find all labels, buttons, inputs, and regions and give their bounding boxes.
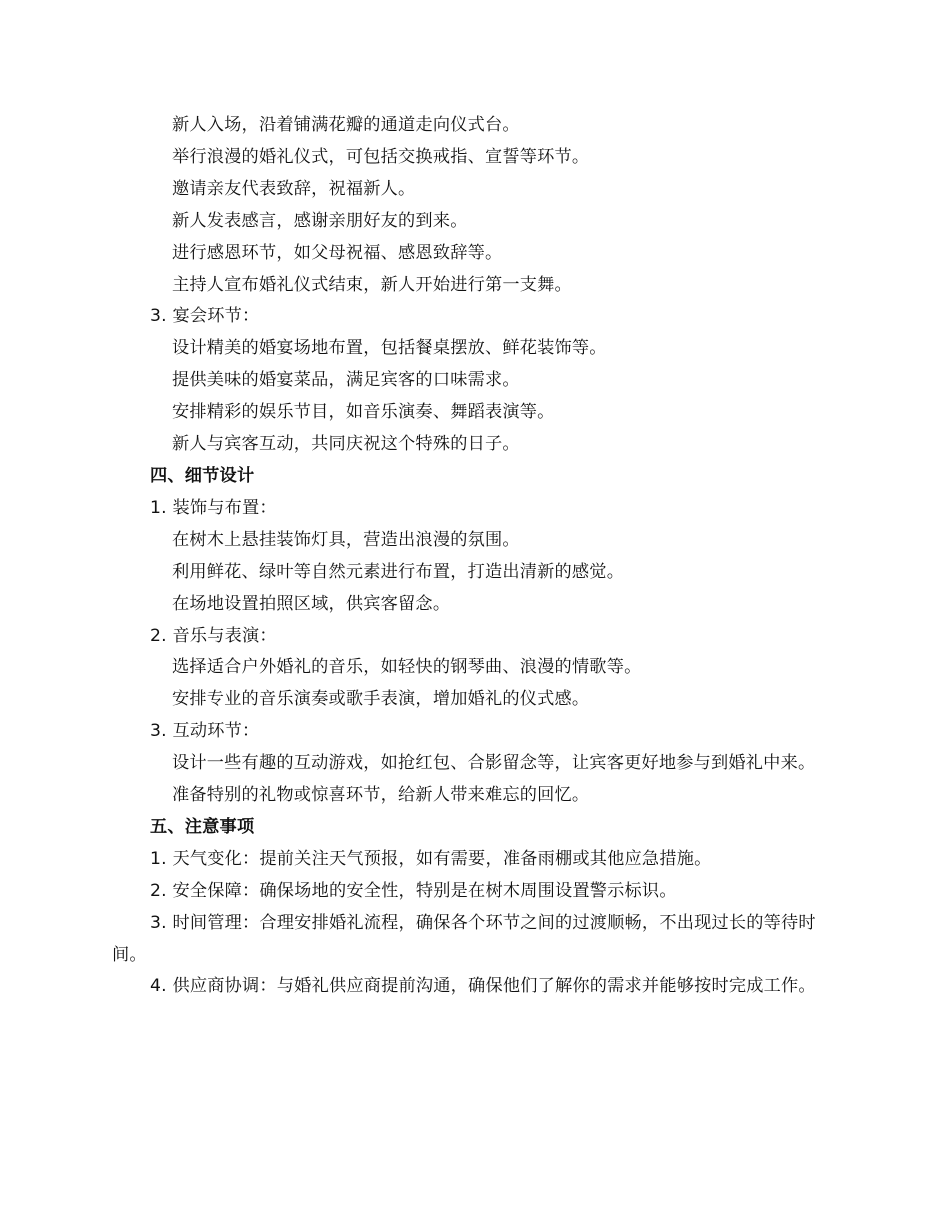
list-item-heading: 2. 音乐与表演： — [150, 625, 277, 646]
list-item-wrapped: 3. 时间管理：合理安排婚礼流程，确保各个环节之间的过渡顺畅，不出现过长的等待时间。 — [112, 912, 816, 965]
section-heading: 四、细节设计 — [150, 465, 255, 486]
list-item-heading: 1. 装饰与布置： — [150, 497, 277, 518]
paragraph-line: 新人与宾客互动，共同庆祝这个特殊的日子。 — [172, 434, 520, 455]
paragraph-line: 新人入场，沿着铺满花瓣的通道走向仪式台。 — [172, 115, 520, 135]
paragraph-line: 新人发表感言，感谢亲朋好友的到来。 — [172, 210, 468, 231]
paragraph-line: 举行浪漫的婚礼仪式，可包括交换戒指、宣誓等环节。 — [172, 146, 590, 167]
paragraph-line: 准备特别的礼物或惊喜环节，给新人带来难忘的回忆。 — [172, 785, 590, 806]
list-item-wrapped: 4. 供应商协调：与婚礼供应商提前沟通，确保他们了解你的需求并能够按时完成工作。 — [150, 976, 816, 997]
paragraph-line: 利用鲜花、绿叶等自然元素进行布置，打造出清新的感觉。 — [172, 561, 625, 582]
paragraph-line: 设计精美的婚宴场地布置，包括餐桌摆放、鲜花装饰等。 — [172, 338, 607, 359]
paragraph-line: 进行感恩环节，如父母祝福、感恩致辞等。 — [172, 242, 503, 263]
paragraph-line: 安排专业的音乐演奏或歌手表演，增加婚礼的仪式感。 — [172, 689, 590, 710]
list-item-heading: 3. 宴会环节： — [150, 306, 260, 327]
paragraph-line: 安排精彩的娱乐节目，如音乐演奏、舞蹈表演等。 — [172, 402, 555, 423]
paragraph-line: 在场地设置拍照区域，供宾客留念。 — [172, 593, 451, 614]
paragraph-line: 提供美味的婚宴菜品，满足宾客的口味需求。 — [172, 370, 520, 391]
document-body — [112, 110, 832, 1003]
list-item: 2. 安全保障：确保场地的安全性，特别是在树木周围设置警示标识。 — [150, 880, 677, 901]
paragraph-line: 在树木上悬挂装饰灯具，营造出浪漫的氛围。 — [172, 529, 520, 550]
section-heading: 五、注意事项 — [150, 816, 255, 837]
list-item-heading: 3. 互动环节： — [150, 721, 260, 742]
list-item: 1. 天气变化：提前关注天气预报，如有需要，准备雨棚或其他应急措施。 — [150, 848, 712, 869]
paragraph-wrapped: 设计一些有趣的互动游戏，如抢红包、合影留念等，让宾客更好地参与到婚礼中来。 — [172, 753, 816, 774]
paragraph-line: 选择适合户外婚礼的音乐，如轻快的钢琴曲、浪漫的情歌等。 — [172, 657, 642, 678]
paragraph-line: 邀请亲友代表致辞，祝福新人。 — [172, 178, 416, 199]
paragraph-line: 主持人宣布婚礼仪式结束，新人开始进行第一支舞。 — [172, 274, 572, 295]
